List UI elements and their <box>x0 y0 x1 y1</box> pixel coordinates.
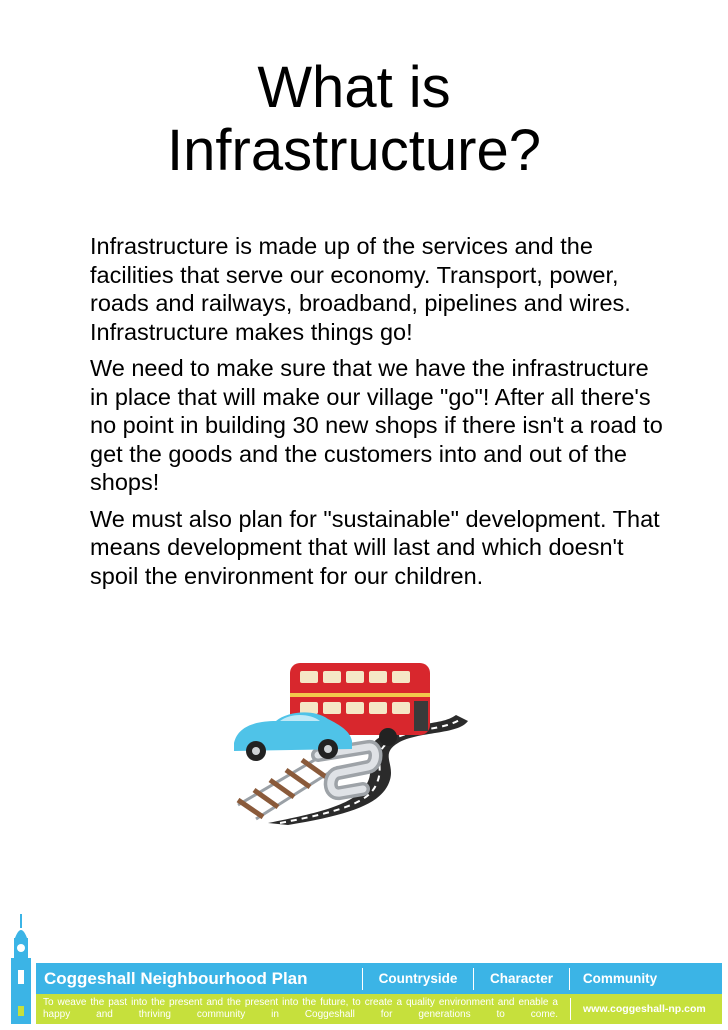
theme-character: Character <box>489 971 554 986</box>
footer-motto-bar <box>36 994 722 1024</box>
railway-icon <box>238 755 338 819</box>
footer-banner <box>36 963 722 994</box>
plan-name: Coggeshall Neighbourhood Plan <box>44 968 308 988</box>
transport-infrastructure-illustration <box>228 655 488 850</box>
paragraph-2: We need to make sure that we have the infrastructure in place that will make our village "go"! After all there's no point in building 30 new shops if there isn't a road to get the goods and the customers into and out of the shops! <box>90 355 663 495</box>
clock-tower-icon <box>6 912 36 1024</box>
paragraph-1: Infrastructure is made up of the services and the facilities that serve our economy. Transport, power, roads and railways, broadband, pipelines and wires. Infrastructure makes things go! <box>90 233 631 345</box>
theme-countryside: Countryside <box>378 971 458 986</box>
motto-text: To weave the past into the present and the present into the future, to create a quality environment and enable a happy and thriving community in Coggeshall for generations to come. <box>43 997 558 1020</box>
website-link[interactable]: www.coggeshall-np.com <box>583 1003 706 1015</box>
page-title <box>0 56 708 182</box>
title-line-1: What is <box>257 55 451 120</box>
theme-community: Community <box>582 971 658 986</box>
body-text <box>90 232 670 598</box>
title-line-2: Infrastructure? <box>167 118 541 183</box>
paragraph-3: We must also plan for "sustainable" development. That means development that will last and which doesn't spoil the environment for our children. <box>90 505 660 589</box>
